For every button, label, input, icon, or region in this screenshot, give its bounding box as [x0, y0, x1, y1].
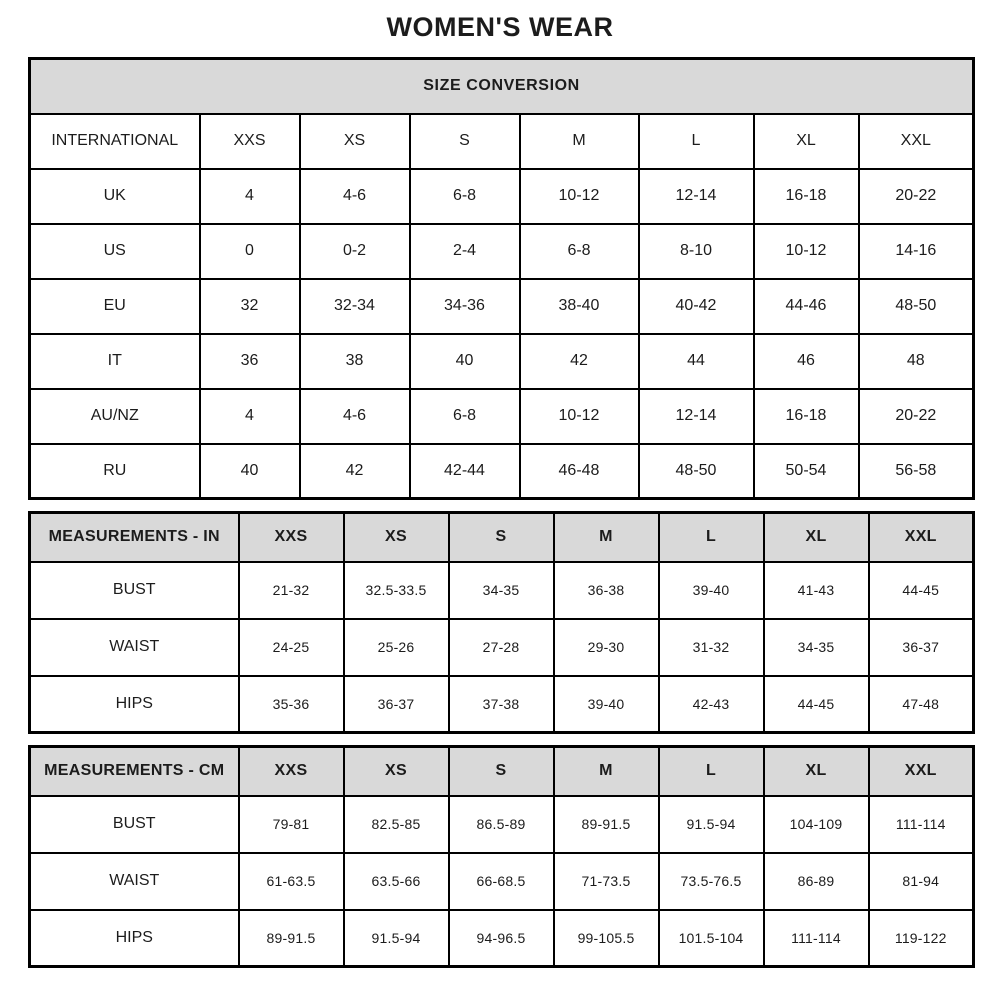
measurements-in-title: MEASUREMENTS - IN — [30, 513, 239, 562]
region-label: EU — [30, 279, 200, 334]
measurement-value-cell: 73.5-76.5 — [659, 853, 764, 910]
size-value-cell: 56-58 — [859, 444, 974, 499]
size-value-cell: 40 — [410, 334, 520, 389]
header-size-s: S — [449, 747, 554, 796]
table-row-ru — [30, 444, 974, 499]
size-value-cell: 12-14 — [639, 389, 754, 444]
measurement-value-cell: 42-43 — [659, 676, 764, 733]
header-size-m: M — [520, 114, 639, 169]
table-row-us — [30, 224, 974, 279]
size-value-cell: 0-2 — [300, 224, 410, 279]
header-size-xxl: XXL — [869, 513, 974, 562]
size-value-cell: 38 — [300, 334, 410, 389]
measurement-label: WAIST — [30, 619, 239, 676]
table-row-hips-cm — [30, 910, 974, 967]
measurement-value-cell: 81-94 — [869, 853, 974, 910]
table-row-eu — [30, 279, 974, 334]
size-value-cell: 48 — [859, 334, 974, 389]
header-size-xs: XS — [300, 114, 410, 169]
size-value-cell: 42-44 — [410, 444, 520, 499]
size-value-cell: 6-8 — [410, 389, 520, 444]
region-label: UK — [30, 169, 200, 224]
measurements-in-table — [28, 511, 975, 734]
measurement-value-cell: 111-114 — [869, 796, 974, 853]
measurement-label: HIPS — [30, 676, 239, 733]
header-size-xs: XS — [344, 513, 449, 562]
size-value-cell: 44-46 — [754, 279, 859, 334]
measurement-value-cell: 25-26 — [344, 619, 449, 676]
measurement-value-cell: 94-96.5 — [449, 910, 554, 967]
size-value-cell: 12-14 — [639, 169, 754, 224]
table-row-bust-in — [30, 562, 974, 619]
size-value-cell: 4-6 — [300, 389, 410, 444]
measurement-value-cell: 111-114 — [764, 910, 869, 967]
measurement-value-cell: 86.5-89 — [449, 796, 554, 853]
measurement-value-cell: 99-105.5 — [554, 910, 659, 967]
measurement-value-cell: 31-32 — [659, 619, 764, 676]
table-row-uk — [30, 169, 974, 224]
measurement-value-cell: 27-28 — [449, 619, 554, 676]
measurement-value-cell: 37-38 — [449, 676, 554, 733]
measurement-value-cell: 35-36 — [239, 676, 344, 733]
size-value-cell: 6-8 — [410, 169, 520, 224]
measurement-value-cell: 91.5-94 — [659, 796, 764, 853]
table-row-waist-in — [30, 619, 974, 676]
measurement-value-cell: 36-37 — [869, 619, 974, 676]
size-chart-page — [28, 0, 972, 968]
header-size-s: S — [449, 513, 554, 562]
measurement-value-cell: 89-91.5 — [554, 796, 659, 853]
measurements-cm-table — [28, 745, 975, 968]
size-conversion-table — [28, 57, 975, 500]
measurement-label: HIPS — [30, 910, 239, 967]
measurement-value-cell: 89-91.5 — [239, 910, 344, 967]
table-row-it — [30, 334, 974, 389]
size-value-cell: 4 — [200, 169, 300, 224]
size-value-cell: 0 — [200, 224, 300, 279]
size-value-cell: 46 — [754, 334, 859, 389]
measurement-value-cell: 61-63.5 — [239, 853, 344, 910]
measurement-value-cell: 86-89 — [764, 853, 869, 910]
size-value-cell: 10-12 — [520, 169, 639, 224]
size-value-cell: 44 — [639, 334, 754, 389]
header-size-xxs: XXS — [200, 114, 300, 169]
measurement-value-cell: 34-35 — [449, 562, 554, 619]
header-size-xxl: XXL — [869, 747, 974, 796]
size-value-cell: 20-22 — [859, 169, 974, 224]
header-size-xs: XS — [344, 747, 449, 796]
header-size-l: L — [659, 747, 764, 796]
table-row-waist-cm — [30, 853, 974, 910]
measurement-value-cell: 63.5-66 — [344, 853, 449, 910]
size-value-cell: 4-6 — [300, 169, 410, 224]
size-value-cell: 42 — [520, 334, 639, 389]
measurement-value-cell: 101.5-104 — [659, 910, 764, 967]
measurement-value-cell: 32.5-33.5 — [344, 562, 449, 619]
header-size-xl: XL — [764, 747, 869, 796]
measurement-value-cell: 36-37 — [344, 676, 449, 733]
measurement-label: BUST — [30, 562, 239, 619]
header-size-xxs: XXS — [239, 747, 344, 796]
size-conversion-title: SIZE CONVERSION — [30, 59, 974, 114]
size-value-cell: 40 — [200, 444, 300, 499]
table-row-aunz — [30, 389, 974, 444]
measurement-value-cell: 44-45 — [869, 562, 974, 619]
size-value-cell: 34-36 — [410, 279, 520, 334]
measurement-value-cell: 82.5-85 — [344, 796, 449, 853]
page-title: WOMEN'S WEAR — [386, 12, 614, 42]
size-value-cell: 46-48 — [520, 444, 639, 499]
measurement-value-cell: 44-45 — [764, 676, 869, 733]
measurement-value-cell: 39-40 — [659, 562, 764, 619]
measurement-value-cell: 47-48 — [869, 676, 974, 733]
size-value-cell: 48-50 — [639, 444, 754, 499]
header-size-m: M — [554, 747, 659, 796]
size-value-cell: 32-34 — [300, 279, 410, 334]
measurement-value-cell: 119-122 — [869, 910, 974, 967]
measurement-label: BUST — [30, 796, 239, 853]
size-value-cell: 36 — [200, 334, 300, 389]
size-value-cell: 8-10 — [639, 224, 754, 279]
header-size-s: S — [410, 114, 520, 169]
table-row-bust-cm — [30, 796, 974, 853]
measurement-value-cell: 79-81 — [239, 796, 344, 853]
measurement-value-cell: 66-68.5 — [449, 853, 554, 910]
header-size-l: L — [639, 114, 754, 169]
size-value-cell: 4 — [200, 389, 300, 444]
header-size-xl: XL — [754, 114, 859, 169]
header-size-m: M — [554, 513, 659, 562]
header-size-xxs: XXS — [239, 513, 344, 562]
measurement-value-cell: 41-43 — [764, 562, 869, 619]
measurement-value-cell: 71-73.5 — [554, 853, 659, 910]
measurement-value-cell: 91.5-94 — [344, 910, 449, 967]
measurement-label: WAIST — [30, 853, 239, 910]
size-value-cell: 2-4 — [410, 224, 520, 279]
measurements-cm-title: MEASUREMENTS - CM — [30, 747, 239, 796]
measurement-value-cell: 34-35 — [764, 619, 869, 676]
size-value-cell: 40-42 — [639, 279, 754, 334]
size-value-cell: 42 — [300, 444, 410, 499]
size-value-cell: 10-12 — [754, 224, 859, 279]
measurement-value-cell: 29-30 — [554, 619, 659, 676]
size-value-cell: 6-8 — [520, 224, 639, 279]
header-size-xl: XL — [764, 513, 869, 562]
table-row-hips-in — [30, 676, 974, 733]
size-value-cell: 16-18 — [754, 389, 859, 444]
size-value-cell: 38-40 — [520, 279, 639, 334]
region-label: RU — [30, 444, 200, 499]
region-label: US — [30, 224, 200, 279]
header-international: INTERNATIONAL — [30, 114, 200, 169]
measurement-value-cell: 24-25 — [239, 619, 344, 676]
size-value-cell: 16-18 — [754, 169, 859, 224]
measurement-value-cell: 21-32 — [239, 562, 344, 619]
header-size-l: L — [659, 513, 764, 562]
measurement-value-cell: 39-40 — [554, 676, 659, 733]
measurement-value-cell: 104-109 — [764, 796, 869, 853]
size-value-cell: 48-50 — [859, 279, 974, 334]
size-value-cell: 50-54 — [754, 444, 859, 499]
size-value-cell: 14-16 — [859, 224, 974, 279]
region-label: IT — [30, 334, 200, 389]
header-size-xxl: XXL — [859, 114, 974, 169]
size-value-cell: 20-22 — [859, 389, 974, 444]
region-label: AU/NZ — [30, 389, 200, 444]
measurement-value-cell: 36-38 — [554, 562, 659, 619]
size-value-cell: 10-12 — [520, 389, 639, 444]
size-value-cell: 32 — [200, 279, 300, 334]
